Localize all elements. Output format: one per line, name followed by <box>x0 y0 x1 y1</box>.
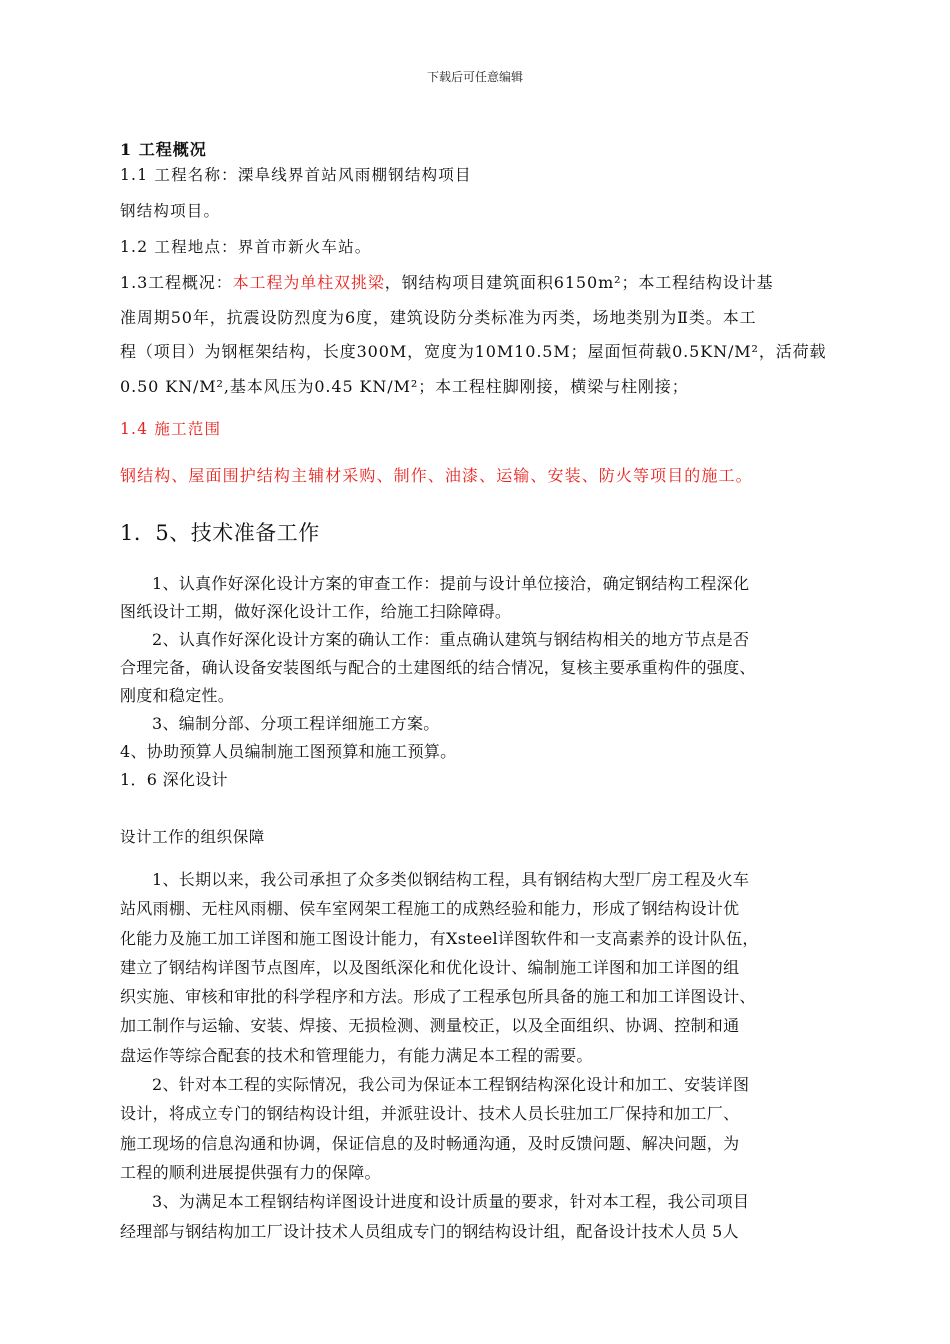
org-p2-line1: 2、针对本工程的实际情况，我公司为保证本工程钢结构深化设计和加工、安装详图 <box>152 1075 750 1095</box>
page-header: 下载后可任意编辑 <box>426 70 523 84</box>
org-p2-line3: 施工现场的信息沟通和协调，保证信息的及时畅通沟通，及时反馈问题、解决问题，为 <box>120 1133 740 1153</box>
overview-line3: 程（项目）为钢框架结构，长度300M，宽度为10M10.5M；屋面恒荷载0.5KN/M²，活荷载 <box>120 342 827 361</box>
construction-scope-text: 钢结构、屋面围护结构主辅材采购、制作、油漆、运输、安装、防火等项目的施工。 <box>120 466 753 485</box>
construction-scope-heading: 1.4 施工范围 <box>120 420 222 438</box>
org-p3-line2: 经理部与钢结构加工厂设计技术人员组成专门的钢结构设计组，配备设计技术人员 5人 <box>120 1221 739 1241</box>
org-p1-line5: 织实施、审核和审批的科学程序和方法。形成了工程承包所具备的施工和加工详图设计、 <box>120 987 756 1007</box>
tech-item-2-line2: 合理完备，确认设备安装图纸与配合的土建图纸的结合情况，复核主要承重构件的强度、 <box>120 658 756 677</box>
org-p1-line6: 加工制作与运输、安装、焊接、无损检测、测量校正，以及全面组织、协调、控制和通 <box>120 1016 740 1036</box>
project-name-cont: 钢结构项目。 <box>120 202 221 220</box>
org-guarantee-title: 设计工作的组织保障 <box>120 828 265 846</box>
tech-item-1-line1: 1、认真作好深化设计方案的审查工作：提前与设计单位接洽，确定钢结构工程深化 <box>152 574 750 593</box>
org-guarantee-body <box>120 865 865 1246</box>
org-p1-line2: 站风雨棚、无柱风雨棚、侯车室网架工程施工的成熟经验和能力，形成了钢结构设计优 <box>120 899 740 919</box>
overview-line2: 准周期50年，抗震设防烈度为6度，建筑设防分类标准为丙类，场地类别为Ⅱ类。本工 <box>120 307 757 327</box>
project-location: 1.2 工程地点：界首市新火车站。 <box>120 238 372 256</box>
tech-item-4: 4、协助预算人员编制施工图预算和施工预算。 <box>120 742 457 761</box>
org-p1-line7: 盘运作等综合配套的技术和管理能力，有能力满足本工程的需要。 <box>120 1045 593 1065</box>
tech-item-3: 3、编制分部、分项工程详细施工方案。 <box>152 714 440 733</box>
tech-item-2-line1: 2、认真作好深化设计方案的确认工作：重点确认建筑与钢结构相关的地方节点是否 <box>152 630 750 649</box>
org-p2-line4: 工程的顺利进展提供强有力的保障。 <box>120 1162 381 1182</box>
project-overview <box>120 266 865 404</box>
overview-line4: 0.50 KN/M²,基本风压为0.45 KN/M²；本工程柱脚刚接，横梁与柱刚接； <box>120 376 689 396</box>
overview-highlight: 本工程为单柱双挑梁 <box>232 273 385 292</box>
org-p2-line2: 设计，将成立专门的钢结构设计组，并派驻设计、技术人员长驻加工厂保持和加工厂、 <box>120 1104 740 1124</box>
org-p1-line4: 建立了钢结构详图节点图库，以及图纸深化和优化设计、编制施工详图和加工详图的组 <box>120 957 740 977</box>
org-p1-line3: 化能力及施工加工详图和施工图设计能力，有Xsteel详图软件和一支高素养的设计队伍， <box>120 928 759 948</box>
org-p1-line1: 1、长期以来，我公司承担了众多类似钢结构工程，具有钢结构大型厂房工程及火车 <box>152 870 750 889</box>
tech-prep-list <box>120 570 865 794</box>
overview-line1: ，钢结构项目建筑面积6150m²；本工程结构设计基 <box>384 273 774 292</box>
project-name: 1.1 工程名称：溧阜线界首站风雨棚钢结构项目 <box>120 166 472 184</box>
section-title-tech-prep: 1．5、技术准备工作 <box>120 521 320 545</box>
tech-item-1-line2: 图纸设计工期，做好深化设计工作，给施工扫除障碍。 <box>120 602 512 621</box>
section-title-overview: 1 工程概况 <box>120 140 207 159</box>
org-p3-line1: 3、为满足本工程钢结构详图设计进度和设计质量的要求，针对本工程，我公司项目 <box>152 1192 750 1212</box>
overview-prefix: 1.3工程概况： <box>120 273 233 292</box>
section-title-deepening: 1．6 深化设计 <box>120 770 228 789</box>
tech-item-2-line3: 刚度和稳定性。 <box>120 686 235 705</box>
